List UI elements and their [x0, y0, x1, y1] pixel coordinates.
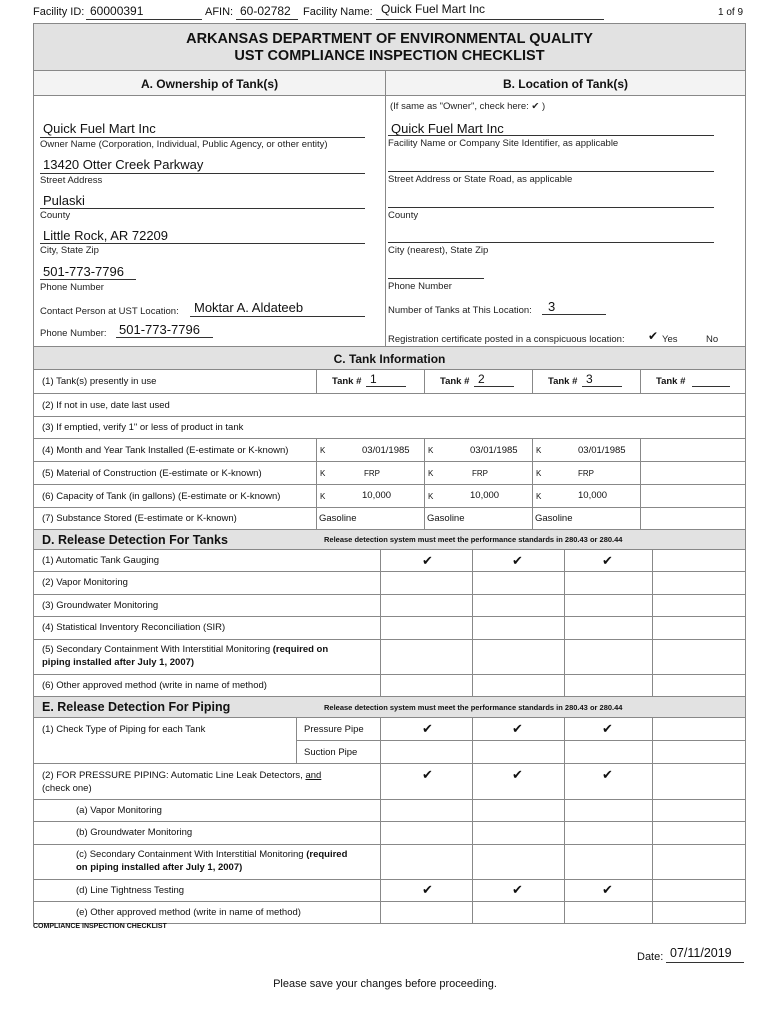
other-method-label: (6) Other approved method (write in name of method) — [42, 680, 267, 691]
piping-sub-c-row — [33, 845, 746, 880]
tank-num-label-2: Tank # — [440, 376, 470, 387]
registration-yes-check-icon[interactable]: ✔ — [648, 329, 659, 343]
pressure-check-icon-3[interactable]: ✔ — [602, 721, 613, 736]
tank-installed-2[interactable]: 03/01/1985 — [470, 445, 518, 456]
facility-name-value[interactable]: Quick Fuel Mart Inc — [381, 2, 486, 16]
owner-county-label: County — [40, 210, 71, 221]
contact-phone-value[interactable]: 501-773-7796 — [119, 322, 200, 337]
tank-installed-1[interactable]: 03/01/1985 — [362, 445, 410, 456]
afin-label: AFIN: — [205, 6, 234, 18]
section-c-title: C. Tank Information — [333, 352, 446, 366]
save-changes-note: Please save your changes before proceeding. — [273, 978, 497, 990]
tank-row-5 — [33, 462, 746, 485]
tank-capacity-code-2[interactable]: K — [428, 492, 434, 501]
piping-secondary-note: on piping installed after July 1, 2007) — [76, 862, 243, 873]
num-tanks-label: Number of Tanks at This Location: — [388, 305, 532, 316]
tank-num-label-4: Tank # — [656, 376, 686, 387]
location-phone-field[interactable] — [388, 278, 484, 279]
release-row-3 — [33, 595, 746, 617]
tank-in-use-label: (1) Tank(s) presently in use — [42, 376, 157, 387]
same-as-owner-note[interactable]: (If same as "Owner", check here: ✔ ) — [390, 101, 546, 112]
lld-check-icon-3[interactable]: ✔ — [602, 767, 613, 782]
location-city-field[interactable] — [388, 242, 714, 243]
owner-county-value[interactable]: Pulaski — [43, 193, 85, 208]
piping-sub-e-row — [33, 902, 746, 924]
lld-check-icon-2[interactable]: ✔ — [512, 767, 523, 782]
location-county-label: County — [388, 210, 419, 221]
tank-capacity-label: (6) Capacity of Tank (in gallons) (E-estimate or K-known) — [42, 491, 281, 502]
pressure-pipe-label: Pressure Pipe — [304, 724, 364, 735]
tank-installed-code-1[interactable]: K — [320, 446, 326, 455]
release-row-4 — [33, 617, 746, 640]
tank-row-1 — [33, 370, 746, 394]
vapor-monitoring-label: (2) Vapor Monitoring — [42, 577, 128, 588]
section-e-note: Release detection system must meet the performance standards in 280.43 or 280.44 — [324, 703, 623, 712]
piping-sub-a-row — [33, 800, 746, 822]
tank-installed-code-2[interactable]: K — [428, 446, 434, 455]
tank-substance-1[interactable]: Gasoline — [319, 513, 357, 524]
location-street-label: Street Address or State Road, as applicable — [388, 174, 573, 185]
tank-material-3[interactable]: FRP — [578, 469, 594, 478]
tank-row-3 — [33, 417, 746, 439]
tank-material-label: (5) Material of Construction (E-estimate or K-known) — [42, 468, 262, 479]
tank-substance-2[interactable]: Gasoline — [427, 513, 465, 524]
owner-name-value[interactable]: Quick Fuel Mart Inc — [43, 121, 156, 136]
owner-phone-value[interactable]: 501-773-7796 — [43, 264, 124, 279]
lld-check-icon-1[interactable]: ✔ — [422, 767, 433, 782]
location-city-label: City (nearest), State Zip — [388, 245, 489, 256]
contact-phone-label: Phone Number: — [40, 328, 107, 339]
owner-phone-label: Phone Number — [40, 282, 104, 293]
tank-row-7 — [33, 508, 746, 530]
tank-capacity-1[interactable]: 10,000 — [362, 490, 392, 501]
tank-substance-label: (7) Substance Stored (E-estimate or K-known) — [42, 513, 237, 524]
tank-num-label-1: Tank # — [332, 376, 362, 387]
atg-check-icon-3[interactable]: ✔ — [602, 553, 613, 568]
tightness-check-icon-2[interactable]: ✔ — [512, 882, 523, 897]
section-d-header — [33, 529, 746, 550]
tank-capacity-2[interactable]: 10,000 — [470, 490, 500, 501]
registration-label: Registration certificate posted in a conspicuous location: — [388, 334, 625, 345]
tank-row-2 — [33, 394, 746, 417]
tank-material-code-1[interactable]: K — [320, 469, 326, 478]
secondary-containment-note: piping installed after July 1, 2007) — [42, 657, 195, 668]
tank-installed-label: (4) Month and Year Tank Installed (E-estimate or K-known) — [42, 445, 289, 456]
owner-street-value[interactable]: 13420 Otter Creek Parkway — [43, 157, 204, 172]
afin-underline — [236, 19, 298, 20]
piping-sub-d-row — [33, 880, 746, 902]
tank-date-last-used-label: (2) If not in use, date last used — [42, 400, 170, 411]
facility-id-label: Facility ID: — [33, 6, 85, 18]
lld-label: (2) FOR PRESSURE PIPING: Automatic Line Leak Detectors, and — [42, 770, 322, 781]
atg-check-icon-1[interactable]: ✔ — [422, 553, 433, 568]
date-value[interactable]: 07/11/2019 — [670, 946, 732, 960]
tightness-check-icon-3[interactable]: ✔ — [602, 882, 613, 897]
owner-street-label: Street Address — [40, 175, 103, 186]
tank-substance-3[interactable]: Gasoline — [535, 513, 573, 524]
piping-groundwater-label: (b) Groundwater Monitoring — [76, 827, 193, 838]
date-label: Date: — [637, 951, 664, 963]
release-row-2 — [33, 572, 746, 595]
owner-city-value[interactable]: Little Rock, AR 72209 — [43, 228, 169, 243]
piping-type-row — [33, 718, 746, 764]
registration-no-label[interactable]: No — [706, 334, 719, 345]
piping-type-label: (1) Check Type of Piping for each Tank — [42, 724, 206, 735]
pressure-check-icon-1[interactable]: ✔ — [422, 721, 433, 736]
ab-header-row — [33, 70, 746, 96]
tank-emptied-label: (3) If emptied, verify 1" or less of product in tank — [42, 422, 244, 433]
section-d-note: Release detection system must meet the performance standards in 280.43 or 280.44 — [324, 535, 623, 544]
title-box — [33, 23, 746, 71]
section-a-title: A. Ownership of Tank(s) — [140, 77, 279, 91]
registration-yes-label: Yes — [662, 334, 678, 345]
section-b-title: B. Location of Tank(s) — [502, 77, 629, 91]
facility-id-value[interactable]: 60000391 — [90, 4, 144, 18]
afin-value[interactable]: 60-02782 — [240, 4, 291, 18]
piping-other-label: (e) Other approved method (write in name of method) — [76, 907, 301, 918]
atg-check-icon-2[interactable]: ✔ — [512, 553, 523, 568]
atg-label: (1) Automatic Tank Gauging — [42, 555, 160, 566]
tank-capacity-3[interactable]: 10,000 — [578, 490, 608, 501]
location-street-field[interactable] — [388, 171, 714, 172]
sir-label: (4) Statistical Inventory Reconciliation (SIR) — [42, 622, 226, 633]
piping-secondary-label: (c) Secondary Containment With Interstitial Monitoring (required — [76, 849, 348, 860]
release-row-5 — [33, 640, 746, 675]
page-number: 1 of 9 — [718, 7, 744, 18]
section-c-header — [33, 346, 746, 370]
tank-capacity-code-3[interactable]: K — [536, 492, 542, 501]
suction-pipe-label: Suction Pipe — [304, 747, 358, 758]
location-facility-name-value[interactable]: Quick Fuel Mart Inc — [391, 121, 504, 136]
section-e-title: E. Release Detection For Piping — [42, 700, 231, 714]
contact-person-label: Contact Person at UST Location: — [40, 306, 179, 317]
pressure-check-icon-2[interactable]: ✔ — [512, 721, 523, 736]
facility-name-label: Facility Name: — [303, 6, 373, 18]
tank-num-label-3: Tank # — [548, 376, 578, 387]
tank-material-code-3[interactable]: K — [536, 469, 542, 478]
groundwater-monitoring-label: (3) Groundwater Monitoring — [42, 600, 159, 611]
location-county-field[interactable] — [388, 207, 714, 208]
location-phone-label: Phone Number — [388, 281, 452, 292]
tank-material-2[interactable]: FRP — [472, 469, 488, 478]
tank-num-3[interactable]: 3 — [586, 372, 593, 386]
piping-sub-b-row — [33, 822, 746, 845]
tank-num-1[interactable]: 1 — [370, 372, 377, 386]
lld-row — [33, 764, 746, 800]
secondary-containment-label: (5) Secondary Containment With Interstitial Monitoring (required on — [42, 644, 329, 655]
section-e-header — [33, 696, 746, 718]
facility-name-underline — [376, 19, 604, 20]
tank-row-6 — [33, 485, 746, 508]
section-d-title: D. Release Detection For Tanks — [42, 533, 228, 547]
form-name-footer: COMPLIANCE INSPECTION CHECKLIST — [33, 923, 167, 930]
tank-installed-code-3[interactable]: K — [536, 446, 542, 455]
title-line2: UST COMPLIANCE INSPECTION CHECKLIST — [234, 48, 545, 64]
owner-name-label: Owner Name (Corporation, Individual, Public Agency, or other entity) — [40, 139, 328, 150]
release-row-6 — [33, 675, 746, 697]
tightness-check-icon-1[interactable]: ✔ — [422, 882, 433, 897]
facility-id-underline — [86, 19, 202, 20]
tank-row-4 — [33, 439, 746, 462]
release-row-1 — [33, 550, 746, 572]
line-tightness-label: (d) Line Tightness Testing — [76, 885, 185, 896]
tank-installed-3[interactable]: 03/01/1985 — [578, 445, 626, 456]
owner-city-label: City, State Zip — [40, 245, 99, 256]
lld-check-one-label: (check one) — [42, 783, 92, 794]
num-tanks-value[interactable]: 3 — [548, 299, 556, 314]
location-facility-name-label: Facility Name or Company Site Identifier, as applicable — [388, 138, 619, 149]
title-line1: ARKANSAS DEPARTMENT OF ENVIRONMENTAL QUALITY — [186, 31, 593, 47]
piping-vapor-label: (a) Vapor Monitoring — [76, 805, 162, 816]
contact-person-value[interactable]: Moktar A. Aldateeb — [194, 300, 304, 315]
tank-num-2[interactable]: 2 — [478, 372, 485, 386]
tank-capacity-code-1[interactable]: K — [320, 492, 326, 501]
tank-material-code-2[interactable]: K — [428, 469, 434, 478]
tank-material-1[interactable]: FRP — [364, 469, 380, 478]
